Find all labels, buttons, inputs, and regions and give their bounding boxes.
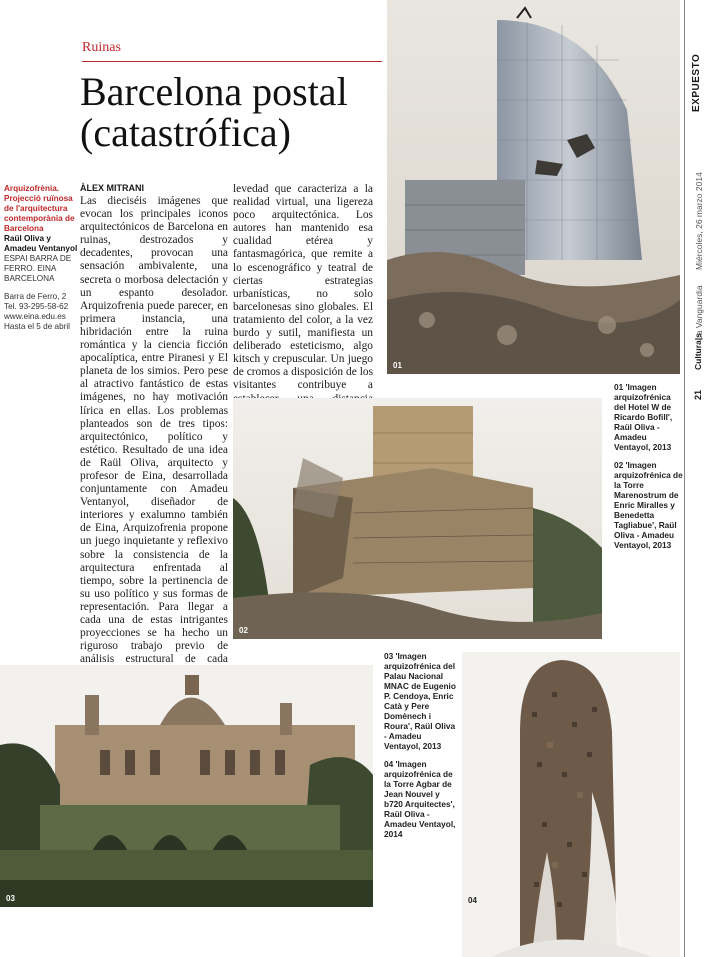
margin-date: Miércoles, 26 marzo 2014	[694, 172, 704, 270]
photo-number: 02	[239, 626, 248, 635]
captions-right	[614, 382, 684, 550]
exhibition-phone: Tel. 93-295-58-62	[4, 302, 69, 311]
exhibition-address: Barra de Ferro, 2	[4, 292, 67, 301]
exhibition-venue: ESPAI BARRA DE FERRO. EINA BARCELONA	[4, 254, 72, 283]
exhibition-info	[4, 184, 78, 332]
photo-palau-nacional	[0, 665, 373, 907]
photo-torre-marenostrum	[233, 398, 602, 639]
section-label: Ruinas	[82, 40, 121, 55]
exhibition-dates: Hasta el 5 de abril	[4, 322, 70, 331]
photo-number: 04	[468, 896, 477, 905]
body-column-1: Las dieciséis imágenes que evocan los principales iconos arquitectónicos de Barcelona en ruinas, destrozados y decadentes, provocan una sensación ambivalente, una secreta o morbosa delectación y un espanto desolador. Arquizofrenia puede parecer, en primera instancia, una hibridación entre la ruina romántica y la ciencia ficción apocalíptica, entre Piranesi y El planeta de los simios. Pero pese al atractivo fantástico de estas imágenes, no hay motivación lírica en ellas. Los problemas planteados son de tres tipos: arquitectónico, político y estético. Resultado de una idea de Raül Oliva, arquitecto y profesor de Eina, desarrollada conjuntamente con Amadeu Ventanyol, diseñador de interiores y exalumno también de Eina, Arquizofrenia propone un juego inquietante y reflexivo sobre la consistencia de la arquitectura enfrentada al tiempo, sobre la pertinencia de su uso político y sus formas de representación. Para llegar a cada una de estas intrigantes proyecciones se ha hecho un riguroso trabajo previo de análisis estructural de cada	[80, 195, 228, 666]
caption-01: 01 'Imagen arquizofrénica del Hotel W de Ricardo Bofill', Raül Oliva - Amadeu Ventayol, 2013	[614, 382, 673, 452]
exhibition-artists: Raül Oliva y Amadeu Ventanyol	[4, 234, 78, 253]
exhibition-title: Arquizofrènia. Projecció ruïnosa de l'arquitectura contemporània de Barcelona	[4, 184, 75, 233]
exhibition-web: www.eina.edu.es	[4, 312, 66, 321]
photo-hotel-w	[387, 0, 680, 374]
byline: ÀLEX MITRANI	[80, 183, 144, 193]
headline: Barcelona postal (catastrófica)	[80, 69, 348, 155]
captions-middle	[384, 651, 456, 839]
margin-rule	[684, 0, 685, 957]
body-column-2-text: levedad que caracteriza a la realidad virtual, una ligereza poco arquitectónica. Los autores han mantenido esa cualidad etérea y fantasmagórica, que remite a lo escenográfico y teatral de ciertas estrategias urbanísticas, no solo barcelonesas sino globales. El tratamiento del color, a la vez burdo y sutil, manifiesta un deliberado esteticismo, algo kitsch y crepuscular. Un juego de cromos a disposición de los visitantes contribuye a	[233, 183, 373, 392]
page-number: 21	[693, 389, 703, 400]
margin-supplement: Cultura|s	[693, 333, 703, 370]
caption-03: 03 'Imagen arquizofrénica del Palau Nacional MNAC de Eugenio P. Cendoya, Enric Catà y Pere Domènech i Roura', Raül Oliva - Amadeu Ventayol, 2013	[384, 651, 456, 751]
photo-torre-agbar	[462, 652, 680, 957]
margin-paper: La Vanguardia	[694, 285, 704, 340]
margin-section-tag: EXPUESTO	[691, 53, 702, 112]
section-rule	[82, 61, 382, 62]
photo-number: 03	[6, 894, 15, 903]
caption-02: 02 'Imagen arquizofrénica de la Torre Marenostrum de Enric Miralles y Benedetta Tagliabue', Raül Oliva - Amadeu Ventayol, 2013	[614, 460, 683, 550]
photo-number: 01	[393, 361, 402, 370]
caption-04: 04 'Imagen arquizofrénica de la Torre Agbar de Jean Nouvel y b720 Arquitectes', Raül Oliva - Amadeu Ventayol, 2014	[384, 759, 456, 839]
